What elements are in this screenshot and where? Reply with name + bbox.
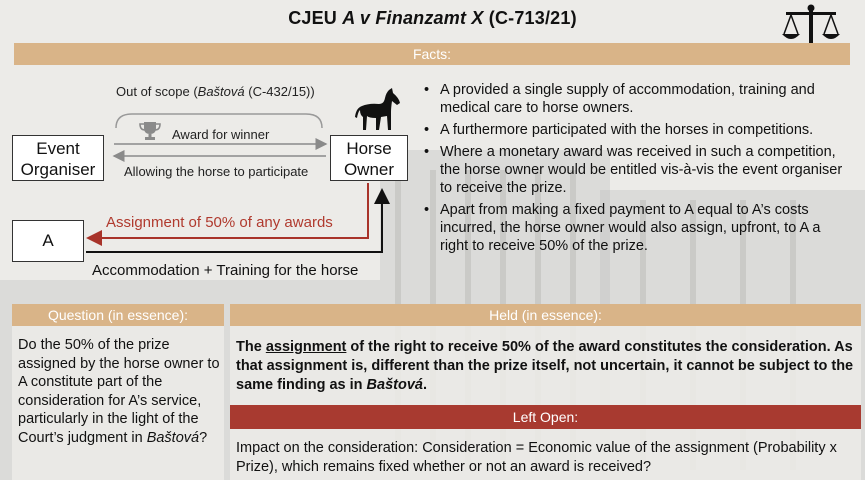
horse-icon: [355, 88, 401, 132]
fact-item: • A furthermore participated with the horses in competitions.: [422, 121, 852, 139]
allowing-label: Allowing the horse to participate: [124, 164, 309, 179]
fact-item: • A provided a single supply of accommodation, training and medical care to horse owners.: [422, 81, 852, 117]
fact-item: • Apart from making a fixed payment to A equal to A’s costs incurred, the horse owner would also assign, upfront, to A a right to receive 50% of the prize.: [422, 201, 852, 255]
horse-owner-box: Horse Owner: [330, 135, 408, 181]
event-organiser-box: Event Organiser: [12, 135, 104, 181]
fact-item: • Where a monetary award was received in such a competition, the horse owner would be entitled vis-à-vis the event organiser to receive the prize.: [422, 143, 852, 197]
facts-header: Facts:: [14, 43, 850, 65]
out-of-scope-label: Out of scope (Baštová (C-432/15)): [116, 84, 315, 99]
a-box: A: [12, 220, 84, 262]
award-label: Award for winner: [172, 127, 270, 142]
left-open-text: Impact on the consideration: Consideration = Economic value of the assignment (Probability x Prize), which remains fixed whether or not an award is received?: [236, 440, 837, 475]
accommodation-label: Accommodation + Training for the horse: [92, 262, 359, 279]
question-header: Question (in essence):: [12, 304, 224, 326]
left-open-header: Left Open:: [230, 405, 861, 429]
held-text: The assignment of the right to receive 50% of the award constitutes the consideration. As that assignment is, different than the prize itself, not uncertain, it cannot be subject to the same finding as in Baštová.: [236, 339, 854, 393]
held-header: Held (in essence):: [230, 304, 861, 326]
trophy-icon: [139, 121, 161, 141]
question-text: Do the 50% of the prize assigned by the horse owner to A constitute part of the consideration for A’s service, particularly in the light of the Court’s judgment in Baštová?: [18, 337, 220, 446]
page-title: CJEU A v Finanzamt X (C-713/21): [288, 8, 577, 28]
assignment-label: Assignment of 50% of any awards: [106, 214, 333, 231]
facts-list: [422, 81, 852, 259]
